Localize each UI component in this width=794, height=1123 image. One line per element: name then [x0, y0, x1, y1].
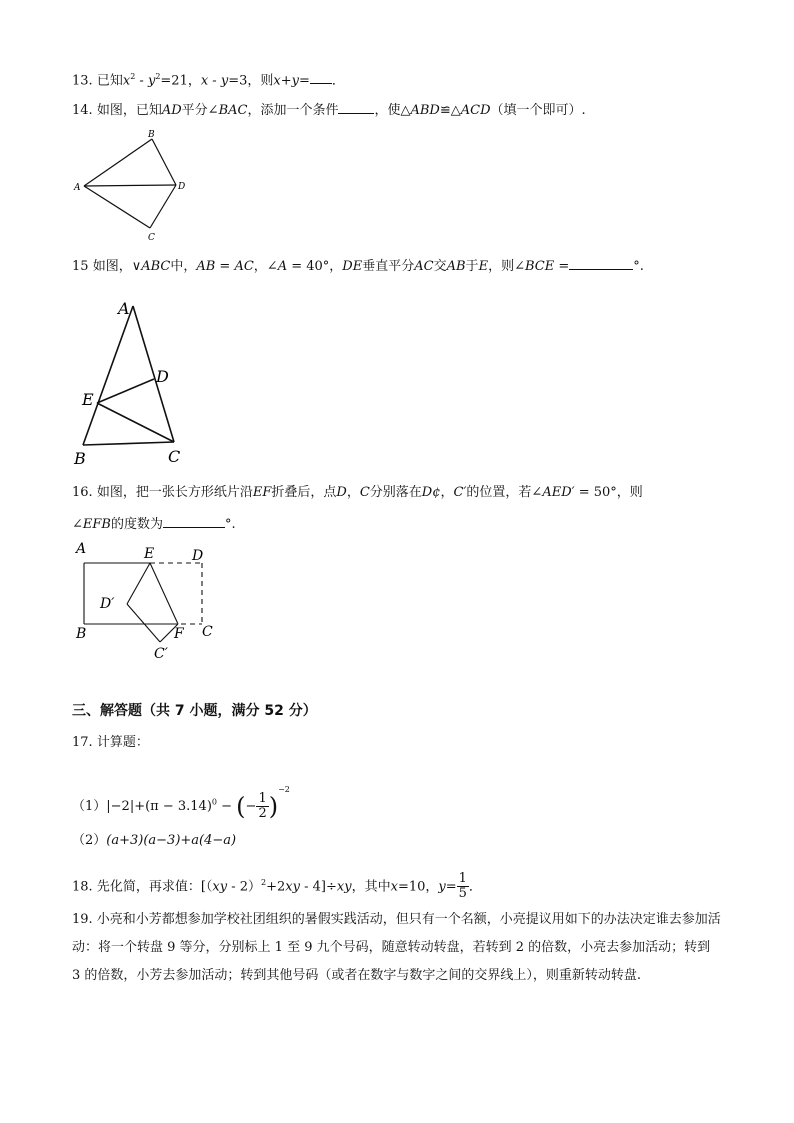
question-14: 14. 如图，已知AD平分∠BAC，添加一个条件 ，使△ABD≌△ACD（填一个即可）. — [72, 100, 586, 120]
figure-14-diagram — [72, 128, 192, 246]
question-17-part-2: （2）(a+3)(a−3)+a(4−a) — [72, 833, 237, 848]
segment-ed-prime — [127, 563, 150, 604]
question-16-line2: ∠EFB的度数为 °. — [72, 514, 236, 534]
label-a: A — [76, 541, 87, 557]
segment-bd — [152, 139, 176, 185]
segment-ab — [84, 139, 152, 186]
segment-ef — [150, 563, 178, 624]
segment-ad — [84, 185, 176, 186]
answer-blank-15[interactable] — [569, 256, 633, 270]
question-13: 13. 已知$x^2 - y^2=21$，x - y=3，则x+y= ． — [72, 72, 345, 89]
label-e: E — [82, 390, 94, 409]
answer-blank-14[interactable] — [338, 100, 374, 114]
question-16-line1: 16. 如图，把一张长方形纸片沿EF折叠后，点D，C分别落在D¢，C′的位置，若∠AED′ = 50°，则 — [72, 485, 643, 500]
segment-ec — [97, 403, 174, 442]
answer-blank-16[interactable] — [163, 514, 225, 528]
label-d-prime: D′ — [100, 596, 115, 612]
question-15: 15 如图，∨ABC中，AB = AC，∠A = 40°，DE垂直平分AC交AB于E，则∠BCE = °. — [72, 256, 644, 276]
label-e: E — [144, 546, 155, 562]
segment-ca — [84, 186, 150, 228]
label-d: D — [156, 367, 169, 386]
label-c-prime: C′ — [154, 646, 168, 662]
label-d: D — [178, 182, 186, 192]
fraction-one-half: $\frac{1}{2}$ — [258, 791, 267, 821]
label-f: F — [174, 626, 184, 642]
label-d: D — [192, 548, 204, 564]
figure-16-diagram — [72, 538, 232, 666]
segment-dc — [150, 185, 176, 228]
label-a: A — [118, 299, 130, 318]
segment-dprime-cprime — [127, 604, 160, 642]
figure-15-diagram — [72, 292, 192, 470]
label-c: C — [202, 624, 213, 640]
label-b: B — [76, 626, 87, 642]
question-18: 18. 先化简，再求值：[（xy - 2）$^2$+2xy - 4]÷xy，其中x=10，y= $\frac{1}{5}$ ． — [72, 871, 482, 902]
label-b: B — [74, 449, 86, 468]
question-19: 19. 小亮和小芳都想参加学校社团组织的暑假实践活动，但只有一个名额，小亮提议用如下的办法决定谁去参加活动：将一个转盘 9 等分，分别标上 1 至 9 九个号码，随意转动转盘，若转到 2 的倍数，小亮去参加活动；转到 3 的倍数，小芳去参加活动；转到其他号码（或者在数字与数字之间的交界线上），则重新转动转盘. — [72, 912, 721, 983]
fraction-one-fifth: $\frac{1}{5}$ — [458, 871, 467, 902]
label-b: B — [148, 130, 155, 140]
answer-blank-13[interactable] — [310, 70, 332, 84]
label-c: C — [168, 447, 181, 466]
segment-ab — [83, 306, 133, 445]
label-c: C — [148, 233, 155, 243]
question-17: 17. 计算题： — [72, 735, 149, 750]
label-a: A — [74, 183, 81, 193]
section-title: 三、解答题（共 7 小题，满分 52 分） — [72, 703, 317, 719]
segment-bc — [83, 442, 174, 445]
question-17-part-1: $(1)|-2|+(\pi - 3.14)^0$ − (− $\frac{1}{2}$ )$^{-2}$ — [72, 785, 290, 821]
